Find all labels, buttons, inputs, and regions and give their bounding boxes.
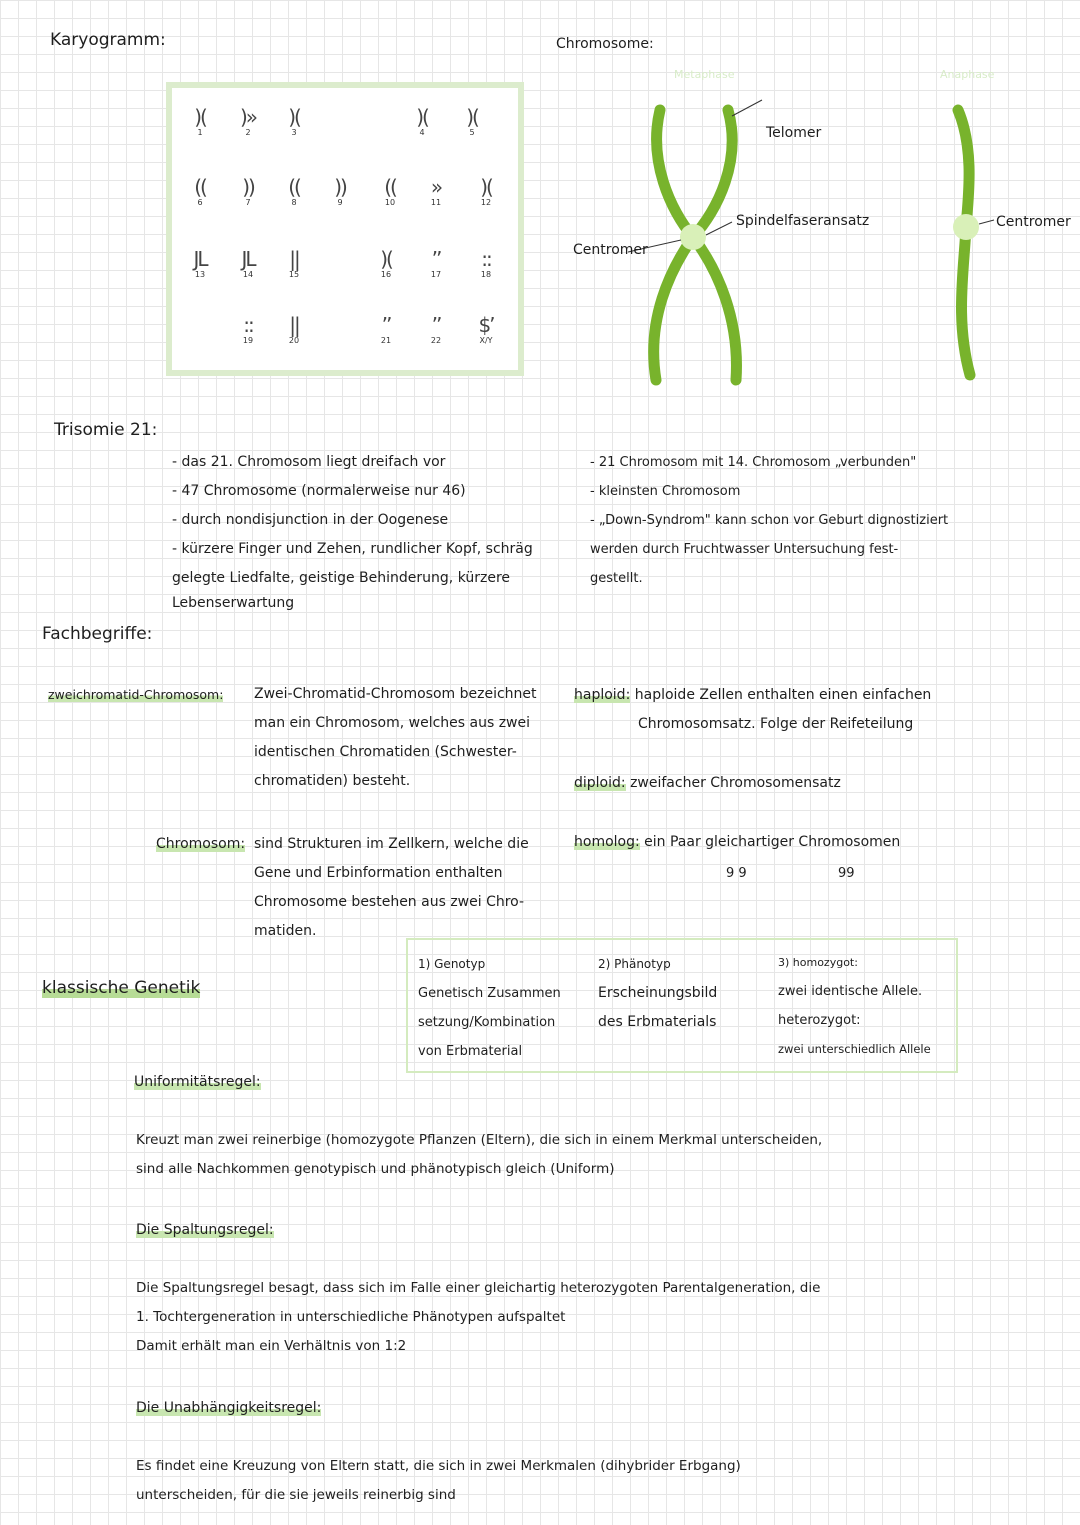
definition-line: heterozygot: xyxy=(778,1013,861,1028)
label-centromer-right: Centromer xyxy=(996,214,1071,230)
definition-zweichromatid xyxy=(254,680,537,796)
karyogram-chromosome-pair xyxy=(230,106,266,137)
chromosome-glyph: )( xyxy=(380,247,392,271)
heading-text: Die Spaltungsregel: xyxy=(136,1222,274,1238)
definition-line: zweifacher Chromosomensatz xyxy=(630,775,841,791)
definition-line: Chromosome bestehen aus zwei Chro- xyxy=(254,894,525,910)
label-centromer-left: Centromer xyxy=(573,242,648,258)
chromosome-number: 11 xyxy=(430,198,442,207)
definition-line: Chromosomsatz. Folge der Reifeteilung xyxy=(638,716,914,732)
unabhaengigkeitsregel-text xyxy=(136,1452,741,1510)
label-spindelfaseransatz: Spindelfaseransatz xyxy=(736,213,870,229)
chromosome-glyph: )) xyxy=(334,175,346,199)
chromosome-glyph: » xyxy=(430,175,442,199)
trisomie-right-line: gestellt. xyxy=(590,571,643,586)
definition-line: matiden. xyxy=(254,923,317,939)
chromosome-glyph: )( xyxy=(288,105,300,129)
chromosome-number: X/Y xyxy=(479,336,493,345)
definition-haploid xyxy=(638,710,913,739)
rule-line: Es findet eine Kreuzung von Eltern statt, die sich in zwei Merkmalen (dihybrider Erbgang) xyxy=(136,1458,741,1474)
chromosome-glyph: (( xyxy=(194,175,206,199)
heading-text: Uniformitätsregel: xyxy=(134,1074,261,1090)
spaltungsregel-text xyxy=(136,1274,820,1361)
phaenotyp-definition xyxy=(598,950,717,1037)
karyogram-chromosome-pair xyxy=(182,176,218,207)
chromosome-number: 2 xyxy=(245,128,251,137)
chromosome-glyph: )) xyxy=(242,175,254,199)
trisomie-right-line: - kleinsten Chromosom xyxy=(590,484,741,499)
heading-karyogramm: Karyogramm: xyxy=(50,30,166,50)
definition-line: Gene und Erbinformation enthalten xyxy=(254,865,503,881)
rule-line: Damit erhält man ein Verhältnis von 1:2 xyxy=(136,1338,407,1354)
heading-text: Die Unabhängigkeitsregel: xyxy=(136,1400,322,1416)
karyogram-chromosome-pair xyxy=(368,314,404,345)
definition-line: man ein Chromosom, welches aus zwei xyxy=(254,715,531,731)
karyogram-chromosome-pair xyxy=(418,176,454,207)
heading-chromosome: Chromosome: xyxy=(556,36,654,52)
heading-uniformitaetsregel xyxy=(134,1068,261,1097)
karyogram-chromosome-pair xyxy=(468,248,504,279)
definition-line: zwei identische Allele. xyxy=(778,984,923,999)
uniformitaetsregel-text xyxy=(136,1126,822,1184)
definition-line: Zwei-Chromatid-Chromosom bezeichnet xyxy=(254,686,537,702)
definition-title: 1) Genotyp xyxy=(418,957,486,971)
rule-line: unterscheiden, für die sie jeweils reinerbig sind xyxy=(136,1487,456,1503)
chromosome-glyph: )( xyxy=(466,105,478,129)
chromosome-number: 20 xyxy=(288,336,300,345)
chromosome-glyph: ’’ xyxy=(381,313,391,337)
definition-title: 2) Phänotyp xyxy=(598,957,671,971)
chromosome-number: 5 xyxy=(469,128,475,137)
chromosome-glyph: )( xyxy=(416,105,428,129)
definition-line: sind Strukturen im Zellkern, welche die xyxy=(254,836,529,852)
chromosome-number: 19 xyxy=(242,336,254,345)
karyogram-chromosome-pair xyxy=(418,248,454,279)
definition-line: Genetisch Zusammen xyxy=(418,986,561,1001)
karyogram-chromosome-pair xyxy=(276,106,312,137)
chromosome-glyph: || xyxy=(289,247,299,271)
rule-line: Die Spaltungsregel besagt, dass sich im Falle einer gleichartig heterozygoten Parentalgeneration, die xyxy=(136,1280,821,1296)
centromere-anaphase xyxy=(953,214,979,240)
label-anaphase: Anaphase xyxy=(940,68,995,81)
trisomie-left-line: - 47 Chromosome (normalerweise nur 46) xyxy=(172,483,466,499)
chromosome-glyph: )( xyxy=(194,105,206,129)
chromosome-number: 22 xyxy=(430,336,442,345)
chromosome-number: 9 xyxy=(337,198,343,207)
term-label: homolog: xyxy=(574,834,640,850)
definition-line: Erscheinungsbild xyxy=(598,985,718,1001)
definition-line: des Erbmaterials xyxy=(598,1014,717,1030)
definition-line: identischen Chromatiden (Schwester- xyxy=(254,744,517,760)
chromosome-number: 6 xyxy=(197,198,203,207)
heading-trisomie: Trisomie 21: xyxy=(54,420,158,440)
chromosome-number: 15 xyxy=(288,270,300,279)
anaphase-chromosome xyxy=(958,110,970,375)
centromere-metaphase xyxy=(680,224,706,250)
term-label: diploid: xyxy=(574,775,626,791)
heading-klassische-genetik xyxy=(42,978,200,998)
karyogram-chromosome-pair xyxy=(230,248,266,279)
term-homolog xyxy=(574,828,900,857)
term-label: zweichromatid-Chromosom: xyxy=(48,687,224,702)
trisomie-left-line: - das 21. Chromosom liegt dreifach vor xyxy=(172,454,446,470)
chromosome-glyph: (( xyxy=(288,175,300,199)
trisomie-right-notes xyxy=(590,448,948,593)
chromosome-glyph: ’’ xyxy=(431,247,441,271)
rule-line: Kreuzt man zwei reinerbige (homozygote Pflanzen (Eltern), die sich in einem Merkmal unterscheiden, xyxy=(136,1132,823,1148)
karyogram-chromosome-pair xyxy=(372,176,408,207)
chromosome-number: 8 xyxy=(291,198,297,207)
heading-text: klassische Genetik xyxy=(42,978,201,998)
term-chromosom xyxy=(156,830,245,859)
term-diploid xyxy=(574,769,841,798)
centromer-right-pointer xyxy=(979,220,994,224)
trisomie-left-line: gelegte Liedfalte, geistige Behinderung, kürzere xyxy=(172,570,511,586)
trisomie-right-line: - „Down-Syndrom" kann schon vor Geburt dignostiziert xyxy=(590,513,949,528)
karyogram-chromosome-pair xyxy=(230,314,266,345)
karyogram-chromosome-pair xyxy=(468,314,504,345)
chromosome-number: 18 xyxy=(480,270,492,279)
zygotie-definition xyxy=(778,948,931,1064)
homolog-symbol-1: 9 9 xyxy=(726,866,747,881)
definition-line: haploide Zellen enthalten einen einfachen xyxy=(634,687,932,703)
trisomie-left-line: - kürzere Finger und Zehen, rundlicher Kopf, schräg xyxy=(172,541,533,557)
definition-line: chromatiden) besteht. xyxy=(254,773,411,789)
definition-line: setzung/Kombination xyxy=(418,1015,556,1030)
definition-title: 3) homozygot: xyxy=(778,956,858,969)
term-label: Chromosom: xyxy=(156,836,246,852)
chromosome-glyph: $’ xyxy=(478,313,494,337)
heading-fachbegriffe: Fachbegriffe: xyxy=(42,624,153,644)
chromosome-number: 12 xyxy=(480,198,492,207)
heading-spaltungsregel xyxy=(136,1216,274,1245)
chromosome-glyph: )( xyxy=(480,175,492,199)
chromosome-number: 7 xyxy=(245,198,251,207)
chromosome-number: 3 xyxy=(291,128,297,137)
karyogram-chromosome-pair xyxy=(322,176,358,207)
chromosome-glyph: (( xyxy=(384,175,396,199)
chromosome-glyph: JL xyxy=(241,247,255,271)
chromosome-glyph: || xyxy=(289,313,299,337)
chromosome-number: 1 xyxy=(197,128,203,137)
homolog-symbol-2: 99 xyxy=(838,866,855,881)
trisomie-right-line: werden durch Fruchtwasser Untersuchung fest- xyxy=(590,542,899,557)
chromosome-glyph: :: xyxy=(243,313,253,337)
rule-line: sind alle Nachkommen genotypisch und phänotypisch gleich (Uniform) xyxy=(136,1161,615,1177)
genotyp-definition xyxy=(418,950,561,1066)
karyogram-chromosome-pair xyxy=(404,106,440,137)
definition-line: von Erbmaterial xyxy=(418,1044,523,1059)
karyogram-chromosome-pair xyxy=(182,106,218,137)
karyogram-chromosome-pair xyxy=(418,314,454,345)
chromosome-glyph: )» xyxy=(239,105,257,129)
chromosome-glyph: :: xyxy=(481,247,491,271)
label-metaphase: Metaphase xyxy=(674,68,735,81)
chromosome-number: 17 xyxy=(430,270,442,279)
trisomie-left-line: Lebenserwartung xyxy=(172,595,295,611)
heading-unabhaengigkeitsregel xyxy=(136,1394,321,1423)
chromosome-glyph: ’’ xyxy=(431,313,441,337)
karyogram-image xyxy=(166,82,524,376)
term-label: haploid: xyxy=(574,687,631,703)
karyogram-chromosome-pair xyxy=(276,248,312,279)
chromosome-number: 4 xyxy=(419,128,425,137)
definition-line: ein Paar gleichartiger Chromosomen xyxy=(644,834,901,850)
label-telomer: Telomer xyxy=(766,125,822,141)
karyogram-chromosome-pair xyxy=(182,248,218,279)
term-haploid xyxy=(574,681,931,710)
karyogram-chromosome-pair xyxy=(468,176,504,207)
trisomie-left-line: - durch nondisjunction in der Oogenese xyxy=(172,512,449,528)
chromosome-number: 21 xyxy=(380,336,392,345)
definition-line: zwei unterschiedlich Allele xyxy=(778,1042,931,1056)
chromosome-glyph: JL xyxy=(193,247,207,271)
trisomie-right-line: - 21 Chromosom mit 14. Chromosom „verbunden" xyxy=(590,455,917,470)
telomer-pointer xyxy=(732,100,762,116)
term-zweichromatid xyxy=(48,680,223,709)
karyogram-chromosome-pair xyxy=(368,248,404,279)
definition-chromosom xyxy=(254,830,529,946)
karyogram-chromosome-pair xyxy=(276,176,312,207)
karyogram-chromosome-pair xyxy=(276,314,312,345)
rule-line: 1. Tochtergeneration in unterschiedliche Phänotypen aufspaltet xyxy=(136,1309,566,1325)
karyogram-chromosome-pair xyxy=(230,176,266,207)
chromosome-number: 16 xyxy=(380,270,392,279)
chromosome-number: 13 xyxy=(194,270,206,279)
chromosome-number: 14 xyxy=(242,270,254,279)
karyogram-chromosome-pair xyxy=(454,106,490,137)
trisomie-left-notes xyxy=(172,448,533,613)
chromosome-number: 10 xyxy=(384,198,396,207)
